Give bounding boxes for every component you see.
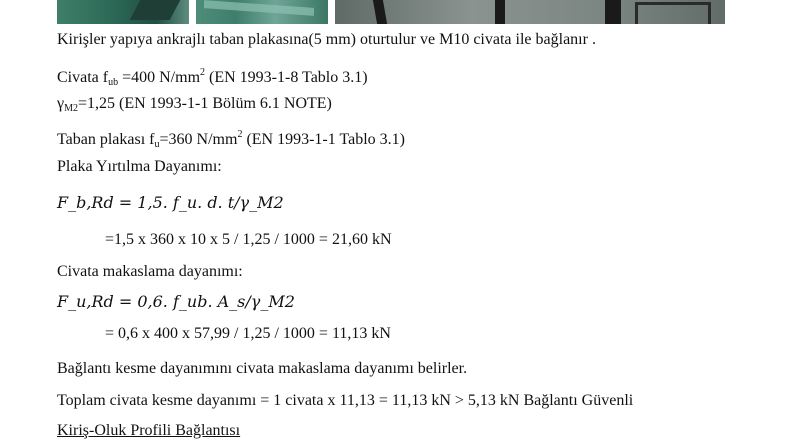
formula-fbrd: F_b,Rd = 1,5. f_u. d. t/γ_M2 bbox=[57, 193, 284, 212]
gamma-sub: M2 bbox=[64, 103, 78, 114]
plaka-yirtilma-title: Plaka Yırtılma Dayanımı: bbox=[57, 158, 222, 175]
gamma-symbol: γ bbox=[57, 95, 65, 112]
intro-text: Kirişler yapıya ankrajlı taban plakasına(5 mm) oturtulur ve M10 civata ile bağlanır . bbox=[57, 31, 596, 48]
calc-furd: = 0,6 x 400 x 57,99 / 1,25 / 1000 = 11,13 kN bbox=[105, 325, 391, 342]
photo-strip bbox=[0, 0, 800, 24]
civata-value: =400 N/mm bbox=[118, 69, 201, 86]
civata-sub: ub bbox=[108, 77, 119, 88]
civata-makaslama-title: Civata makaslama dayanımı: bbox=[57, 263, 243, 280]
gamma-line bbox=[57, 94, 332, 119]
taban-reference: (EN 1993-1-1 Tablo 3.1) bbox=[242, 131, 405, 148]
taban-plakasi-line bbox=[57, 125, 405, 155]
taban-value: =360 N/mm bbox=[159, 131, 238, 148]
belirler-text: Bağlantı kesme dayanımını civata makaslama dayanımı belirler. bbox=[57, 360, 468, 377]
taban-sup: 2 bbox=[237, 129, 243, 140]
civata-reference: (EN 1993-1-8 Tablo 3.1) bbox=[205, 69, 368, 86]
taban-sub: u bbox=[154, 139, 160, 150]
beam-photo-3 bbox=[335, 0, 725, 24]
beam-photo-1 bbox=[57, 0, 189, 24]
civata-sup: 2 bbox=[200, 67, 206, 78]
taban-label: Taban plakası f bbox=[57, 131, 155, 148]
toplam-text: Toplam civata kesme dayanımı = 1 civata x 11,13 = 11,13 kN > 5,13 kN Bağlantı Güvenli bbox=[57, 392, 634, 409]
civata-fub-line bbox=[57, 63, 368, 93]
section-heading: Kiriş-Oluk Profili Bağlantısı bbox=[57, 422, 241, 439]
civata-label: Civata f bbox=[57, 69, 109, 86]
beam-photo-2 bbox=[196, 0, 328, 24]
calc-fbrd: =1,5 x 360 x 10 x 5 / 1,25 / 1000 = 21,60 kN bbox=[105, 231, 392, 248]
gamma-value: =1,25 (EN 1993-1-1 Bölüm 6.1 NOTE) bbox=[77, 95, 332, 112]
formula-furd: F_u,Rd = 0,6. f_ub. A_s/γ_M2 bbox=[57, 292, 295, 311]
